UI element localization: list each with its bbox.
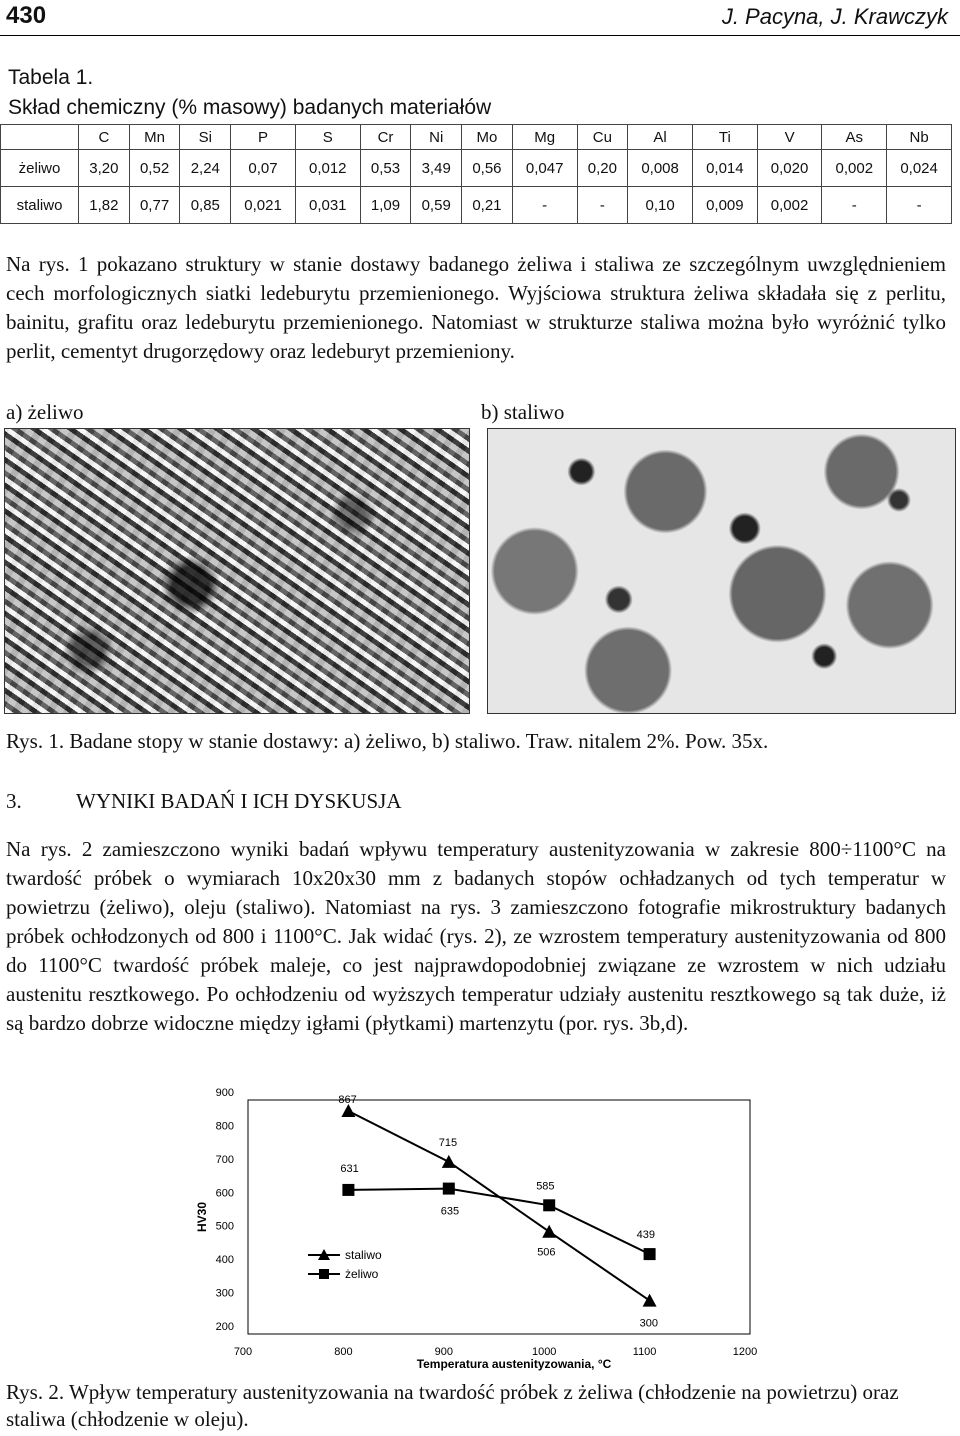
x-tick-label: 1100 <box>632 1346 657 1358</box>
table-cell: 0,024 <box>887 150 952 187</box>
table-header-cell: Ti <box>692 125 757 150</box>
data-label: 585 <box>536 1180 555 1193</box>
table-cell: 0,59 <box>411 187 462 224</box>
micrograph-cast-steel <box>487 428 956 714</box>
table-cell: - <box>822 187 887 224</box>
data-label: 506 <box>537 1246 556 1259</box>
data-point-triangle <box>542 1225 556 1238</box>
table-cell: 1,09 <box>360 187 411 224</box>
legend-label: żeliwo <box>345 1267 379 1281</box>
x-tick-label: 1000 <box>531 1346 557 1358</box>
table-cell: 0,020 <box>757 150 822 187</box>
table-cell: - <box>577 187 628 224</box>
data-label: 715 <box>438 1136 458 1149</box>
data-point-triangle <box>643 1294 657 1307</box>
table-header-cell: Nb <box>887 125 952 150</box>
table-cell: 0,009 <box>692 187 757 224</box>
table-header-cell: As <box>822 125 887 150</box>
y-tick-label: 300 <box>215 1287 234 1300</box>
table-label: Tabela 1. <box>8 66 94 89</box>
running-authors: J. Pacyna, J. Krawczyk <box>721 4 948 29</box>
table-header-cell: V <box>757 125 822 150</box>
table-row <box>1 187 952 224</box>
table-cell: 0,21 <box>462 187 513 224</box>
y-tick-label: 900 <box>215 1087 234 1099</box>
table-cell: - <box>887 187 952 224</box>
table-cell: 0,07 <box>231 150 296 187</box>
section-title: WYNIKI BADAŃ I ICH DYSKUSJA <box>76 789 402 813</box>
y-tick-label: 200 <box>215 1321 234 1333</box>
table-header-cell: Mo <box>462 125 513 150</box>
page-number: 430 <box>6 2 47 29</box>
table-header-cell: Al <box>628 125 693 150</box>
figure1-caption: Rys. 1. Badane stopy w stanie dostawy: a) żeliwo, b) staliwo. Traw. nitalem 2%. Pow. 35x. <box>6 729 769 753</box>
table-header-cell: Ni <box>411 125 462 150</box>
y-tick-label: 600 <box>215 1187 234 1200</box>
table-cell: 3,20 <box>79 150 130 187</box>
table-cell: 1,82 <box>79 187 130 224</box>
x-tick-label: 800 <box>334 1346 353 1358</box>
x-axis-label: Temperatura austenityzowania, °C <box>416 1357 612 1371</box>
table-cell: 0,012 <box>295 150 360 187</box>
data-point-square <box>342 1184 354 1196</box>
table-header-cell: Mn <box>129 125 180 150</box>
data-label: 867 <box>338 1094 357 1107</box>
table-cell: 0,77 <box>129 187 180 224</box>
table-cell: 0,53 <box>360 150 411 187</box>
data-point-square <box>443 1183 455 1195</box>
table-header-cell: Cr <box>360 125 411 150</box>
table-header-cell: Cu <box>577 125 628 150</box>
plot-area <box>248 1100 750 1334</box>
table-row <box>1 150 952 187</box>
data-label: 300 <box>639 1317 658 1330</box>
chart-legend <box>308 1248 382 1281</box>
y-tick-label: 400 <box>215 1254 234 1267</box>
x-tick-label: 700 <box>233 1346 253 1358</box>
table-header-cell: P <box>231 125 296 150</box>
table-cell: 0,20 <box>577 150 628 187</box>
table-cell: 0,56 <box>462 150 513 187</box>
table-cell: 0,031 <box>295 187 360 224</box>
table-cell: 0,047 <box>512 150 577 187</box>
page-header <box>0 0 960 36</box>
table-caption: Skład chemiczny (% masowy) badanych materiałów <box>8 96 492 119</box>
table-cell: - <box>512 187 577 224</box>
figure-label-a: a) żeliwo <box>6 400 84 424</box>
figure2-caption: Rys. 2. Wpływ temperatury austenityzowania na twardość próbek z żeliwa (chłodzenie na powietrzu) oraz staliwa (chłodzenie w oleju). <box>6 1380 899 1431</box>
legend-label: staliwo <box>345 1248 382 1262</box>
figure-label-b: b) staliwo <box>481 400 565 424</box>
table-cell: 0,014 <box>692 150 757 187</box>
series-line <box>348 1189 649 1255</box>
table-cell: 0,10 <box>628 187 693 224</box>
data-label: 439 <box>636 1229 655 1242</box>
table-cell: 0,85 <box>180 187 231 224</box>
y-axis-label: HV30 <box>195 1201 209 1233</box>
x-tick-label: 1200 <box>732 1346 758 1358</box>
table-cell: 0,021 <box>231 187 296 224</box>
data-point-square <box>543 1199 555 1211</box>
body-paragraph-structure: Na rys. 1 pokazano struktury w stanie dostawy badanego żeliwa i staliwa ze szczególnym uwzględnieniem cech morfologicznych siatki ledeburytu przemienionego. Wyjściowa struktura żeliwa składała się z perlitu, bainitu, grafitu oraz ledeburytu przemienionego. Natomiast w strukturze staliwa można było wyróżnić tylko perlit, cementyt drugorzędowy oraz ledeburyt przemieniony. <box>6 252 946 363</box>
table-cell: 0,008 <box>628 150 693 187</box>
table-header-row <box>1 125 952 150</box>
legend-marker-square <box>319 1269 329 1279</box>
table-header-cell <box>1 125 79 150</box>
x-tick-label: 900 <box>434 1346 453 1358</box>
table-cell: 3,49 <box>411 150 462 187</box>
table-header-cell: S <box>295 125 360 150</box>
y-tick-label: 500 <box>215 1220 234 1233</box>
section-number: 3. <box>6 789 22 813</box>
table-cell: 2,24 <box>180 150 231 187</box>
table-cell: staliwo <box>1 187 79 224</box>
data-label: 635 <box>440 1205 460 1218</box>
table-header-cell: Mg <box>512 125 577 150</box>
body-paragraph-results: Na rys. 2 zamieszczono wyniki badań wpływu temperatury austenityzowania w zakresie 800÷1100°C na twardość próbek o wymiarach 10x20x30 mm z badanych stopów ochładzanych od tych temperatur w powietrzu (żeliwo), oleju (staliwo). Natomiast na rys. 3 zamieszczono fotografie mikrostruktury badanych próbek ochłodzonych od 800 i 1100°C. Jak widać (rys. 2), ze wzrostem temperatury austenityzowania od 800 do 1100°C twardość próbek maleje, co jest najprawdopodobniej związane ze wzrostem w nich udziału austenitu resztkowego. Po ochłodzeniu od wyższych temperatur udziały austenitu resztkowego są tak duże, iż są bardzo dobrze widoczne między igłami (płytkami) martenzytu (por. rys. 3b,d). <box>6 837 946 1035</box>
composition-table <box>0 124 952 224</box>
series-line <box>348 1111 649 1301</box>
micrograph-cast-iron <box>4 428 470 714</box>
section-heading <box>6 789 402 814</box>
hardness-chart <box>190 1078 780 1378</box>
data-point-triangle <box>442 1155 456 1168</box>
table-cell: 0,52 <box>129 150 180 187</box>
table-cell: żeliwo <box>1 150 79 187</box>
data-label: 631 <box>340 1162 359 1175</box>
table-header-cell: Si <box>180 125 231 150</box>
table-header-cell: C <box>79 125 130 150</box>
table-cell: 0,002 <box>822 150 887 187</box>
data-point-square <box>644 1248 656 1260</box>
table-cell: 0,002 <box>757 187 822 224</box>
y-tick-label: 800 <box>215 1120 234 1133</box>
y-tick-label: 700 <box>215 1153 234 1166</box>
